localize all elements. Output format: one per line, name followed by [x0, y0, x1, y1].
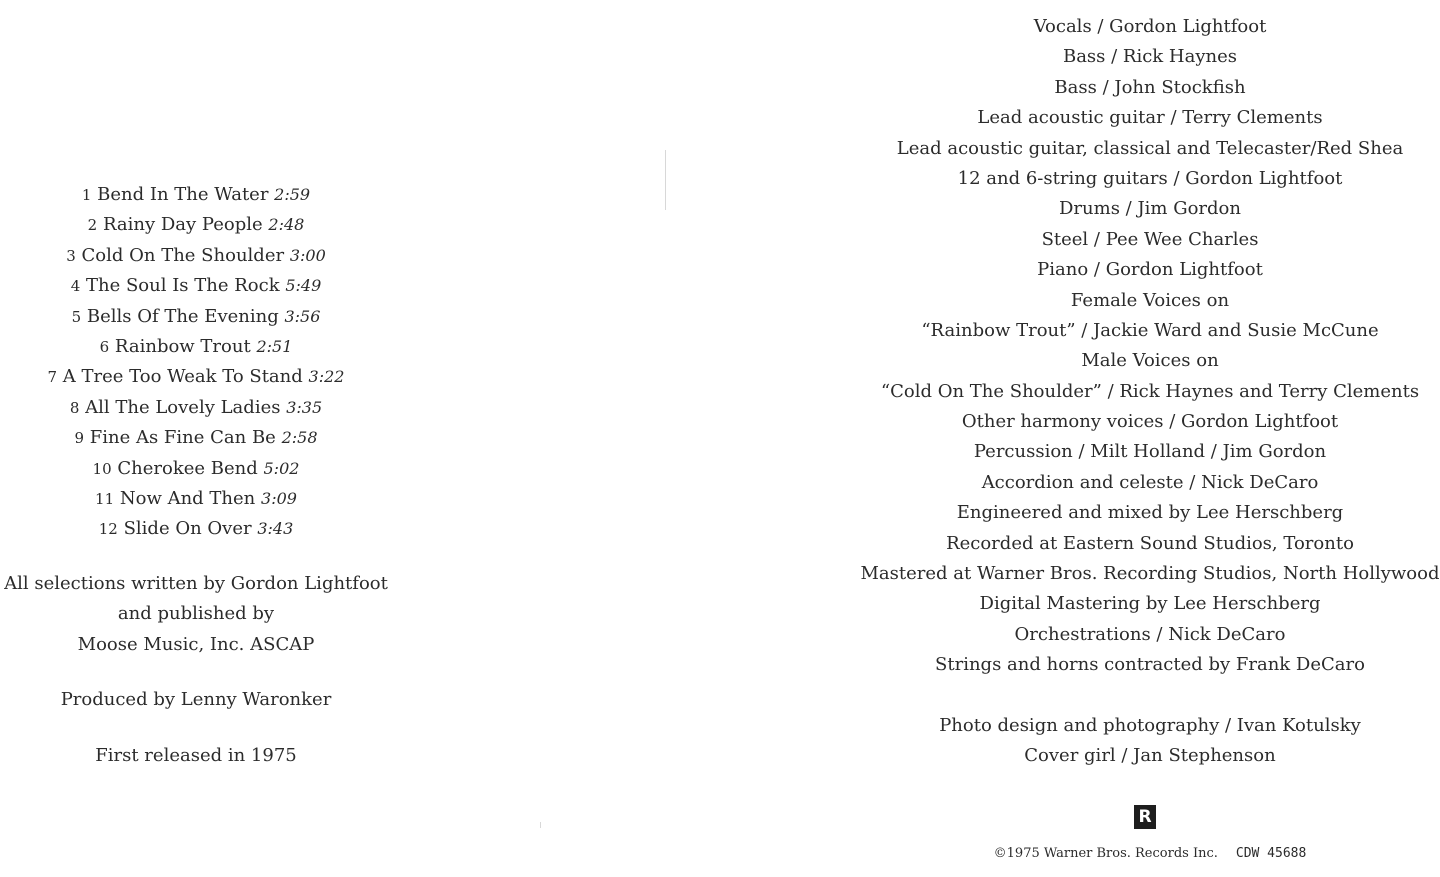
- credit-line: “Cold On The Shoulder” / Rick Haynes and Terry Clements: [880, 380, 1420, 402]
- credit-line: Vocals / Gordon Lightfoot: [1033, 16, 1267, 37]
- publishing-line-2: and published by: [117, 603, 275, 625]
- track-number: 2: [87, 216, 98, 235]
- credit-line: Digital Mastering by Lee Herschberg: [979, 593, 1321, 615]
- credit-line: Female Voices on: [1070, 289, 1230, 311]
- fold-mark: [540, 822, 541, 828]
- track-row: [0, 302, 392, 332]
- credit-line: Percussion / Milt Holland / Jim Gordon: [973, 441, 1327, 463]
- right-panel: [860, 0, 1440, 877]
- track-duration: 2:58: [281, 428, 318, 448]
- track-duration: 5:02: [263, 458, 300, 478]
- photo-credit-line: Photo design and photography / Ivan Kotulsky: [939, 714, 1361, 736]
- track-title: The Soul Is The Rock: [85, 275, 280, 297]
- track-row: [0, 180, 392, 210]
- copyright-footer: [860, 846, 1440, 861]
- track-duration: 3:56: [284, 306, 321, 326]
- track-number: 5: [71, 307, 82, 326]
- credit-line: Lead acoustic guitar / Terry Clements: [977, 107, 1323, 129]
- photo-credit-line: Cover girl / Jan Stephenson: [1024, 745, 1276, 767]
- track-number: 12: [98, 520, 118, 539]
- track-title: Now And Then: [119, 487, 256, 509]
- track-title: Cold On The Shoulder: [81, 244, 285, 266]
- credit-line: Piano / Gordon Lightfoot: [1037, 259, 1263, 281]
- publishing-note: [0, 569, 392, 660]
- credit-line: Bass / John Stockfish: [1054, 76, 1246, 98]
- track-row: [0, 362, 392, 392]
- tracklist: [0, 180, 392, 545]
- track-title: Slide On Over: [123, 518, 252, 540]
- copyright-text: ©1975 Warner Bros. Records Inc.: [993, 846, 1218, 861]
- track-row: [0, 241, 392, 271]
- track-number: 1: [81, 186, 92, 204]
- track-number: 9: [74, 429, 85, 448]
- track-number: 7: [47, 368, 58, 387]
- credit-line: “Rainbow Trout” / Jackie Ward and Susie McCune: [921, 319, 1379, 341]
- track-title: A Tree Too Weak To Stand: [62, 366, 303, 388]
- credit-line: Strings and horns contracted by Frank DeCaro: [935, 654, 1365, 676]
- track-row: [0, 484, 392, 514]
- track-duration: 2:51: [256, 336, 293, 356]
- track-title: Rainy Day People: [102, 214, 263, 236]
- track-duration: 2:59: [274, 185, 311, 204]
- credit-line: Orchestrations / Nick DeCaro: [1014, 623, 1286, 645]
- track-number: 6: [99, 337, 110, 356]
- track-title: Bells Of The Evening: [86, 305, 279, 327]
- track-title: Bend In The Water: [97, 184, 269, 205]
- credit-line: Steel / Pee Wee Charles: [1041, 228, 1259, 250]
- track-number: 10: [92, 459, 112, 478]
- track-row: [0, 332, 392, 362]
- credits-list: [860, 12, 1440, 772]
- left-panel: [0, 0, 392, 877]
- track-number: 8: [69, 398, 80, 417]
- credit-line: Accordion and celeste / Nick DeCaro: [981, 471, 1319, 493]
- track-title: Rainbow Trout: [114, 335, 251, 357]
- fold-mark: [665, 150, 666, 210]
- track-row: [0, 271, 392, 301]
- credit-line: Bass / Rick Haynes: [1062, 46, 1238, 68]
- credit-line: Recorded at Eastern Sound Studios, Toronto: [946, 532, 1354, 554]
- reprise-logo-icon: R: [1134, 805, 1156, 829]
- track-row: [0, 514, 392, 544]
- spacer: [860, 681, 1440, 711]
- track-duration: 5:49: [285, 276, 322, 296]
- credit-line: Engineered and mixed by Lee Herschberg: [956, 502, 1344, 524]
- catalog-number: CDW 45688: [1235, 846, 1307, 861]
- track-duration: 3:22: [308, 367, 345, 387]
- credit-line: Lead acoustic guitar, classical and Telecaster/Red Shea: [896, 137, 1404, 159]
- credit-line: Other harmony voices / Gordon Lightfoot: [961, 411, 1339, 433]
- publishing-line-1: All selections written by Gordon Lightfoot: [4, 573, 388, 594]
- track-row: [0, 210, 392, 240]
- credit-line: Mastered at Warner Bros. Recording Studios, North Hollywood: [860, 563, 1440, 585]
- track-title: Fine As Fine Can Be: [89, 427, 276, 449]
- track-title: All The Lovely Ladies: [85, 396, 281, 418]
- track-duration: 3:35: [286, 397, 323, 417]
- track-duration: 3:43: [257, 519, 294, 539]
- credit-line: 12 and 6-string guitars / Gordon Lightfoot: [957, 167, 1343, 189]
- producer-note: Produced by Lenny Waronker: [60, 689, 332, 710]
- release-note: First released in 1975: [95, 745, 297, 766]
- credit-line: Male Voices on: [1081, 350, 1219, 372]
- track-row: [0, 393, 392, 423]
- credit-line: Drums / Jim Gordon: [1059, 198, 1241, 220]
- publishing-line-3: Moose Music, Inc. ASCAP: [77, 633, 315, 655]
- track-title: Cherokee Bend: [117, 457, 258, 479]
- track-duration: 3:09: [261, 488, 297, 508]
- track-row: [0, 423, 392, 453]
- track-duration: 3:00: [289, 245, 326, 265]
- track-number: 3: [66, 246, 76, 265]
- track-row: [0, 454, 392, 484]
- track-number: 4: [70, 277, 81, 296]
- track-duration: 2:48: [268, 215, 305, 235]
- track-number: 11: [95, 489, 115, 508]
